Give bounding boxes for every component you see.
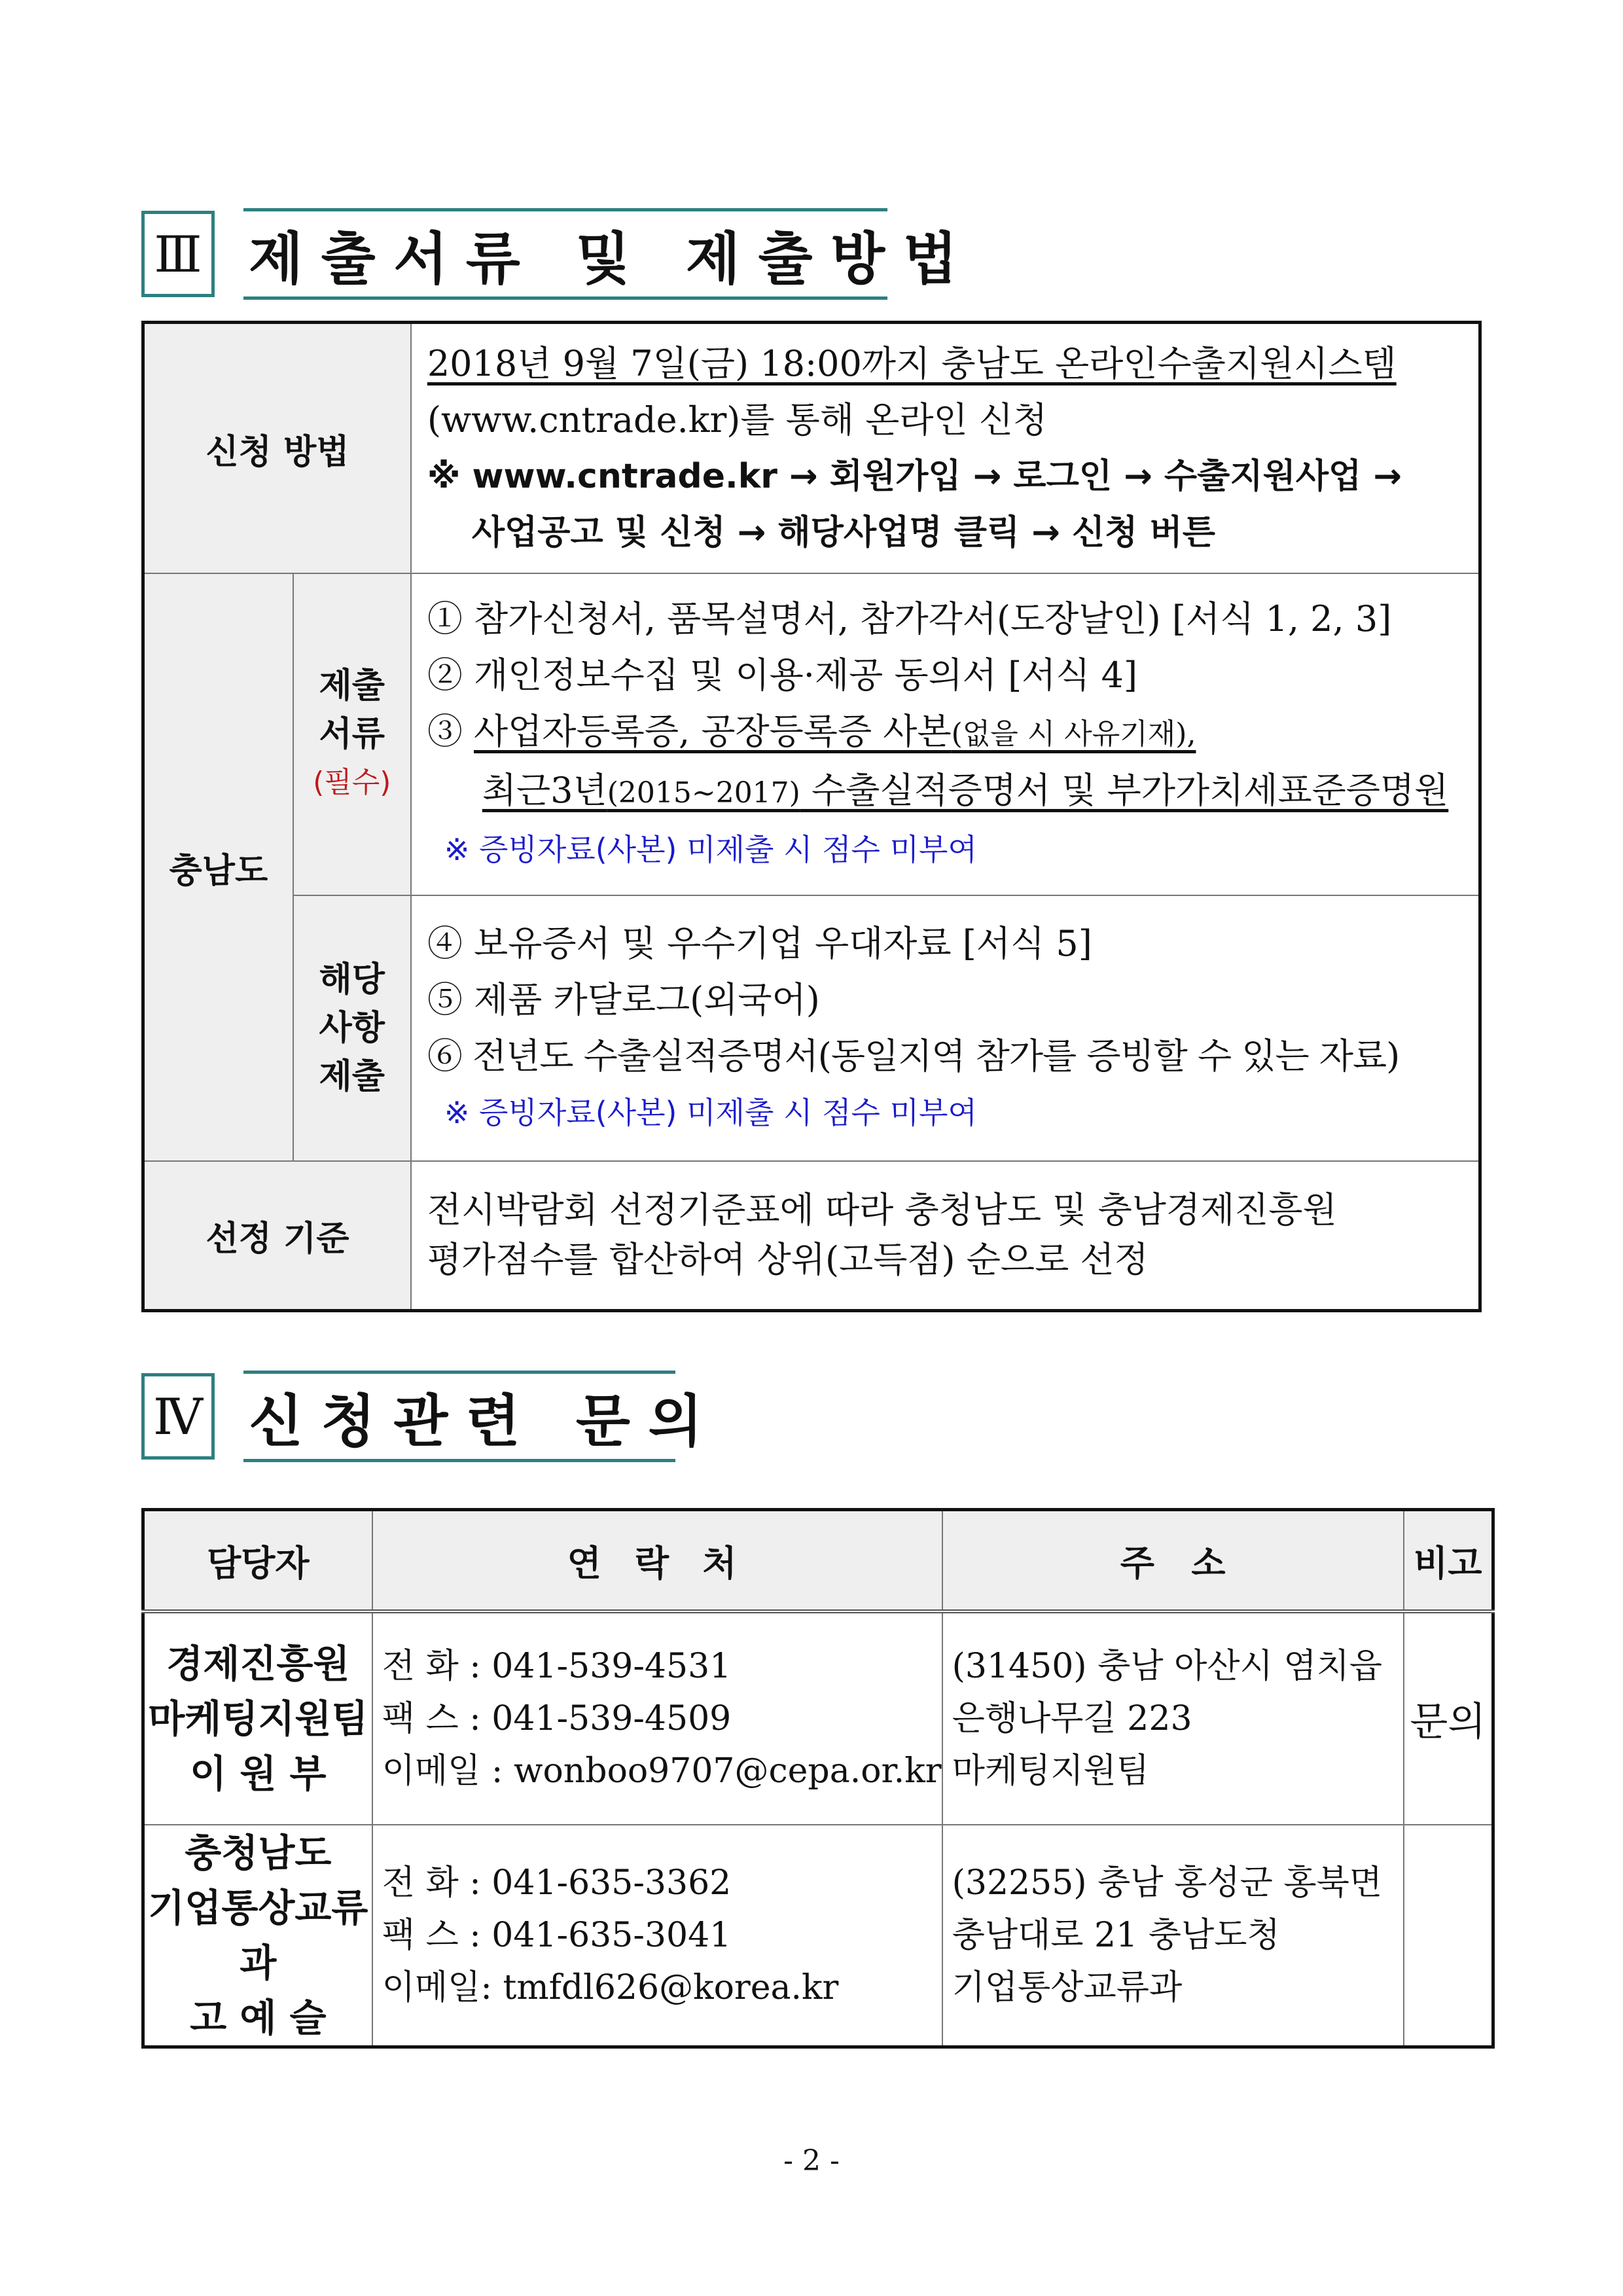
contact-person: 고 예 슬: [190, 1996, 327, 2040]
contact-address: [942, 1825, 1404, 2047]
address-line: 마케팅지원팀: [952, 1751, 1149, 1791]
contact-org: 충청남도: [185, 1831, 332, 1875]
chungnam-label: 충남도: [143, 573, 293, 1161]
doc-item-cont-b: 수출실적증명서 및 부가가치세표준증명원: [800, 770, 1449, 811]
contact-phone: 전 화 : 041-539-4531: [382, 1647, 732, 1686]
doc-item-number: ③: [427, 711, 474, 752]
contact-remark: [1404, 1825, 1493, 2047]
required-note: ※ 증빙자료(사본) 미제출 시 점수 미부여: [444, 832, 977, 867]
section-4-title: 신청관련 문의: [243, 1371, 675, 1462]
contact-name: [143, 1611, 372, 1825]
doc-item-main: 사업자등록증, 공장등록증 사본: [474, 711, 952, 752]
address-line: 기업통상교류과: [952, 1968, 1183, 2007]
section-3-number: Ⅲ: [141, 211, 215, 297]
criteria-text: 전시박람회 선정기준표에 따라 충청남도 및 충남경제진흥원: [427, 1189, 1337, 1231]
optional-note: ※ 증빙자료(사본) 미제출 시 점수 미부여: [444, 1095, 977, 1130]
doc-item: ② 개인정보수집 및 이용·제공 동의서 [서식 4]: [427, 655, 1138, 696]
optional-label-line: 사항: [319, 1009, 385, 1048]
contact-fax: 팩 스 : 041-539-4509: [382, 1699, 732, 1738]
optional-docs-label: [293, 895, 411, 1161]
doc-item-cont-a: 최근3년: [482, 770, 607, 811]
contact-phone: 전 화 : 041-635-3362: [382, 1863, 732, 1903]
contact-header-row: [143, 1510, 1493, 1612]
contact-org: 경제진흥원: [166, 1641, 350, 1686]
header-contact-person: 담당자: [143, 1510, 372, 1612]
required-docs-row: [143, 573, 1480, 895]
section-4-number: Ⅳ: [141, 1373, 215, 1460]
doc-item-cont-years: (2015~2017): [607, 776, 800, 810]
address-line: 은행나무길 223: [952, 1699, 1192, 1738]
contact-person: 이 원 부: [190, 1751, 327, 1796]
contact-details: [372, 1825, 942, 2047]
required-docs-label: [293, 573, 411, 895]
contact-fax: 팩 스 : 041-635-3041: [382, 1916, 732, 1955]
doc-item: ④ 보유증서 및 우수기업 우대자료 [서식 5]: [427, 923, 1092, 964]
required-docs-content: [411, 573, 1480, 895]
optional-label-line: 제출: [319, 1057, 385, 1096]
required-label-line: 제출: [319, 666, 385, 706]
doc-item-text: [474, 711, 1196, 752]
criteria-row: [143, 1161, 1480, 1310]
optional-docs-content: [411, 895, 1480, 1161]
criteria-label: 선정 기준: [143, 1161, 411, 1310]
contact-table: [141, 1508, 1495, 2049]
apply-steps-text-cont: 사업공고 및 신청 → 해당사업명 클릭 → 신청 버튼: [471, 513, 1215, 552]
header-address: 주 소: [942, 1510, 1404, 1612]
address-line: 충남대로 21 충남도청: [952, 1916, 1280, 1955]
doc-item: ① 참가신청서, 품목설명서, 참가각서(도장날인) [서식 1, 2, 3]: [427, 598, 1392, 639]
contact-team: 기업통상교류과: [148, 1886, 368, 1985]
submission-table: [141, 321, 1482, 1312]
contact-team: 마케팅지원팀: [148, 1696, 368, 1741]
section-3-title: 제출서류 및 제출방법: [243, 208, 887, 300]
contact-row: [143, 1825, 1493, 2047]
required-mark: (필수): [313, 766, 391, 799]
criteria-text: 평가점수를 합산하여 상위(고득점) 순으로 선정: [427, 1239, 1149, 1281]
apply-steps-text: ※ www.cntrade.kr → 회원가입 → 로그인 → 수출지원사업 →: [427, 457, 1402, 496]
contact-remark: 문의: [1404, 1611, 1493, 1825]
address-line: (32255) 충남 홍성군 홍북면: [952, 1863, 1383, 1903]
doc-item: [427, 704, 1463, 762]
contact-address: [942, 1611, 1404, 1825]
doc-item-note: (없을 시 사유기재),: [951, 717, 1196, 751]
required-label-line: 서류: [319, 715, 385, 754]
optional-docs-row: [143, 895, 1480, 1161]
criteria-content: [411, 1161, 1480, 1310]
contact-email: 이메일: tmfdl626@korea.kr: [382, 1968, 839, 2007]
contact-row: [143, 1611, 1493, 1825]
doc-item: ⑥ 전년도 수출실적증명서(동일지역 참가를 증빙할 수 있는 자료): [427, 1035, 1400, 1077]
contact-name: [143, 1825, 372, 2047]
address-line: (31450) 충남 아산시 염치읍: [952, 1647, 1383, 1686]
doc-item-cont: [482, 762, 1448, 821]
apply-deadline-text: 2018년 9월 7일(금) 18:00까지 충남도 온라인수출지원시스템: [427, 343, 1397, 384]
header-contact-info: 연 락 처: [372, 1510, 942, 1612]
contact-details: [372, 1611, 942, 1825]
optional-label-line: 해당: [319, 960, 385, 999]
apply-method-row: [143, 323, 1480, 574]
apply-method-content: [411, 323, 1480, 574]
apply-site-text: (www.cntrade.kr)를 통해 온라인 신청: [427, 399, 1048, 440]
contact-email: 이메일 : wonboo9707@cepa.or.kr: [382, 1751, 942, 1791]
apply-method-label: 신청 방법: [143, 323, 411, 574]
doc-item: ⑤ 제품 카달로그(외국어): [427, 979, 820, 1020]
header-remarks: 비고: [1404, 1510, 1493, 1612]
page-number: - 2 -: [783, 2144, 840, 2178]
